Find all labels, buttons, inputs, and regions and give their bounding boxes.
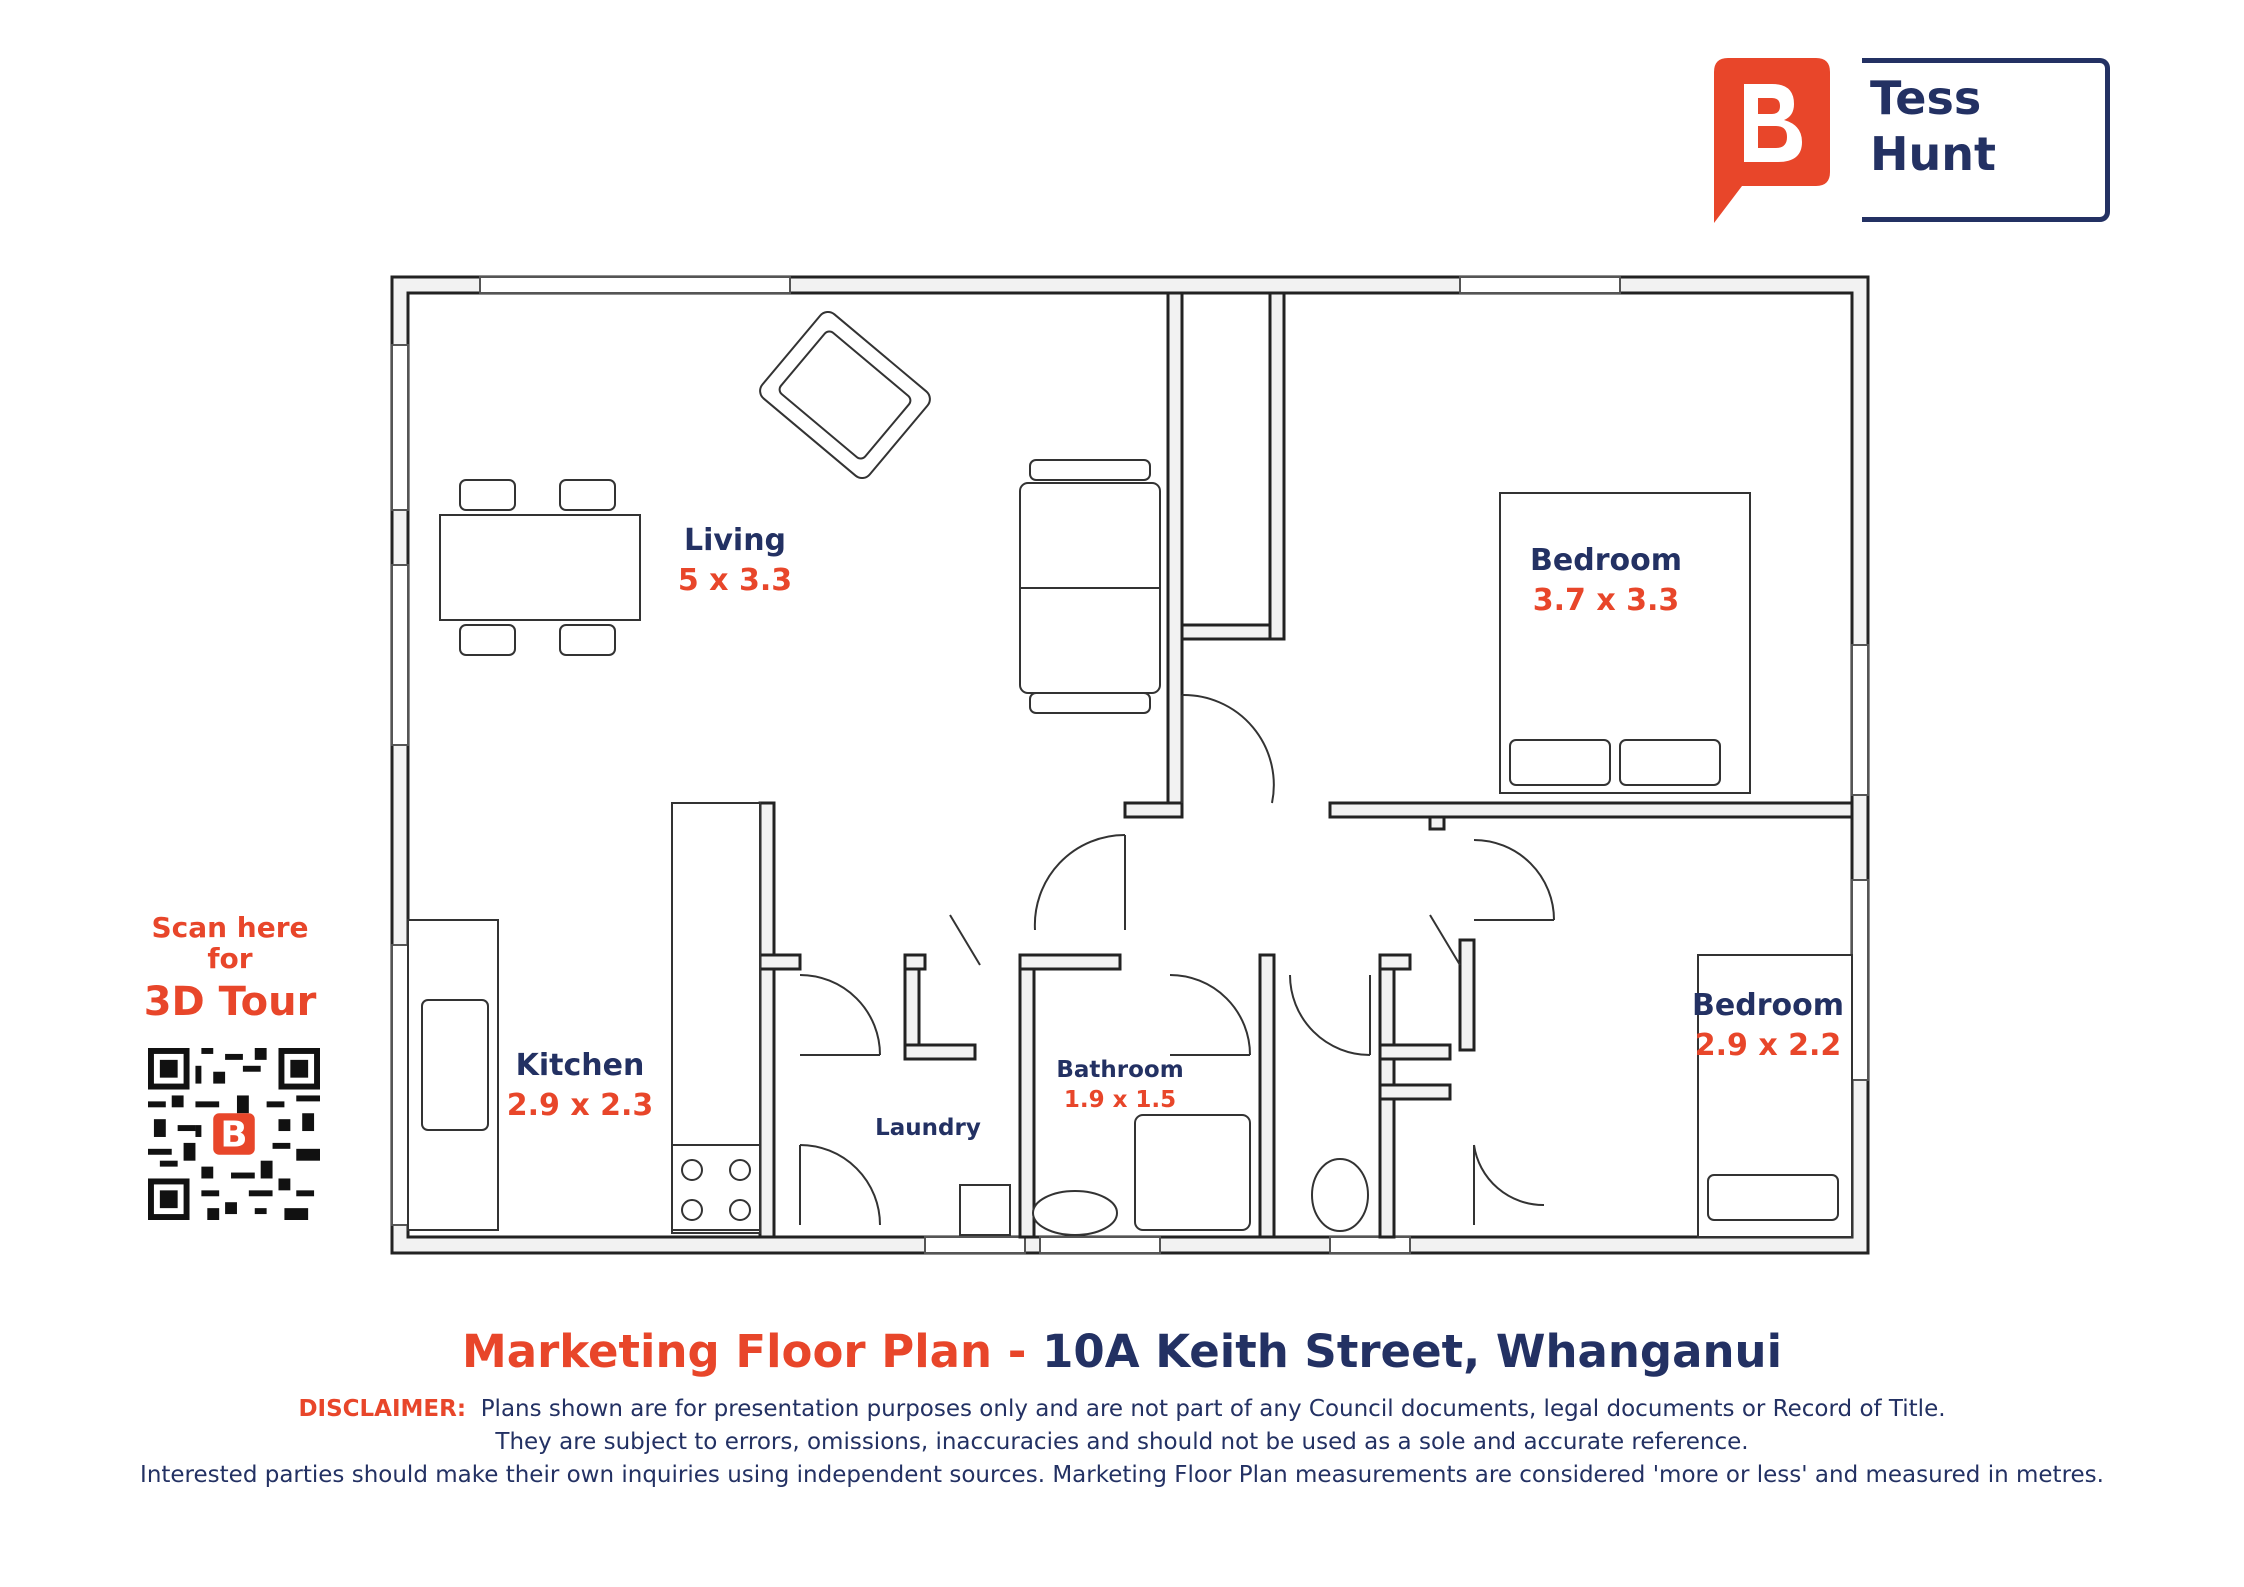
chair-icon: [560, 480, 615, 510]
disclaimer: [0, 1393, 2244, 1492]
room-dims-bedroom1: 3.7 x 3.3: [1532, 583, 1680, 618]
bed-icon: [1500, 493, 1750, 793]
shower-icon: [1135, 1115, 1250, 1230]
room-label-laundry: Laundry: [875, 1115, 981, 1141]
tour-line3: 3D Tour: [143, 979, 317, 1025]
brand-name: [1870, 70, 1996, 182]
disclaimer-label: DISCLAIMER:: [298, 1396, 467, 1422]
page-title: [0, 1325, 2244, 1378]
room-label-bathroom: Bathroom: [1056, 1057, 1184, 1083]
window-bedroom1: [1460, 277, 1620, 293]
room-dims-bathroom: 1.9 x 1.5: [1063, 1087, 1177, 1113]
tour-callout: [110, 912, 350, 1030]
brand-name-line1: Tess: [1870, 71, 1982, 125]
window-laundry: [925, 1237, 1025, 1253]
disclaimer-line2: They are subject to errors, omissions, inaccuracies and should not be used as a sole and accurate reference.: [495, 1429, 1749, 1455]
living-furniture: [440, 308, 1160, 713]
window-wc: [1330, 1237, 1410, 1253]
floor-plan: [380, 265, 1880, 1265]
basin-icon: [1033, 1191, 1117, 1235]
disclaimer-line1: Plans shown are for presentation purposes only and are not part of any Council documents, legal documents or Record of Title.: [480, 1396, 1946, 1422]
window-living: [480, 277, 790, 293]
toilet-icon: [1312, 1159, 1368, 1231]
room-dims-bedroom2: 2.9 x 2.2: [1694, 1028, 1842, 1063]
tour-line1: Scan here: [151, 911, 309, 944]
brand-name-line2: Hunt: [1870, 127, 1996, 181]
qr-logo-letter: B: [220, 1114, 248, 1156]
chair-icon: [460, 480, 515, 510]
armchair-icon: [756, 308, 934, 482]
kitchen-fittings: [408, 803, 760, 1233]
disclaimer-line3: Interested parties should make their own inquiries using independent sources. Marketing Floor Plan measurements are considered 'more or less' and measured in metres.: [140, 1462, 2104, 1488]
room-dims-living: 5 x 3.3: [677, 563, 793, 598]
brand-logo-icon: [1700, 58, 1830, 233]
dining-table: [440, 515, 640, 620]
window-left1: [392, 345, 408, 510]
chair-icon: [460, 625, 515, 655]
window-kitchen: [392, 945, 408, 1225]
sink-icon: [422, 1000, 488, 1130]
laundry-tub-icon: [960, 1185, 1010, 1235]
window-bathroom: [1040, 1237, 1160, 1253]
room-label-bedroom1: Bedroom: [1530, 543, 1682, 578]
room-label-bedroom2: Bedroom: [1692, 988, 1844, 1023]
title-part2: 10A Keith Street, Whanganui: [1042, 1325, 1783, 1378]
tour-line2: for: [207, 942, 253, 975]
qr-code-icon[interactable]: [148, 1048, 320, 1220]
title-part1: Marketing Floor Plan -: [461, 1325, 1043, 1378]
room-label-kitchen: Kitchen: [515, 1048, 645, 1083]
window-right1: [1852, 645, 1868, 795]
room-dims-kitchen: 2.9 x 2.3: [506, 1088, 654, 1123]
window-left2: [392, 565, 408, 745]
window-right2: [1852, 880, 1868, 1080]
room-label-living: Living: [683, 523, 787, 558]
chair-icon: [560, 625, 615, 655]
